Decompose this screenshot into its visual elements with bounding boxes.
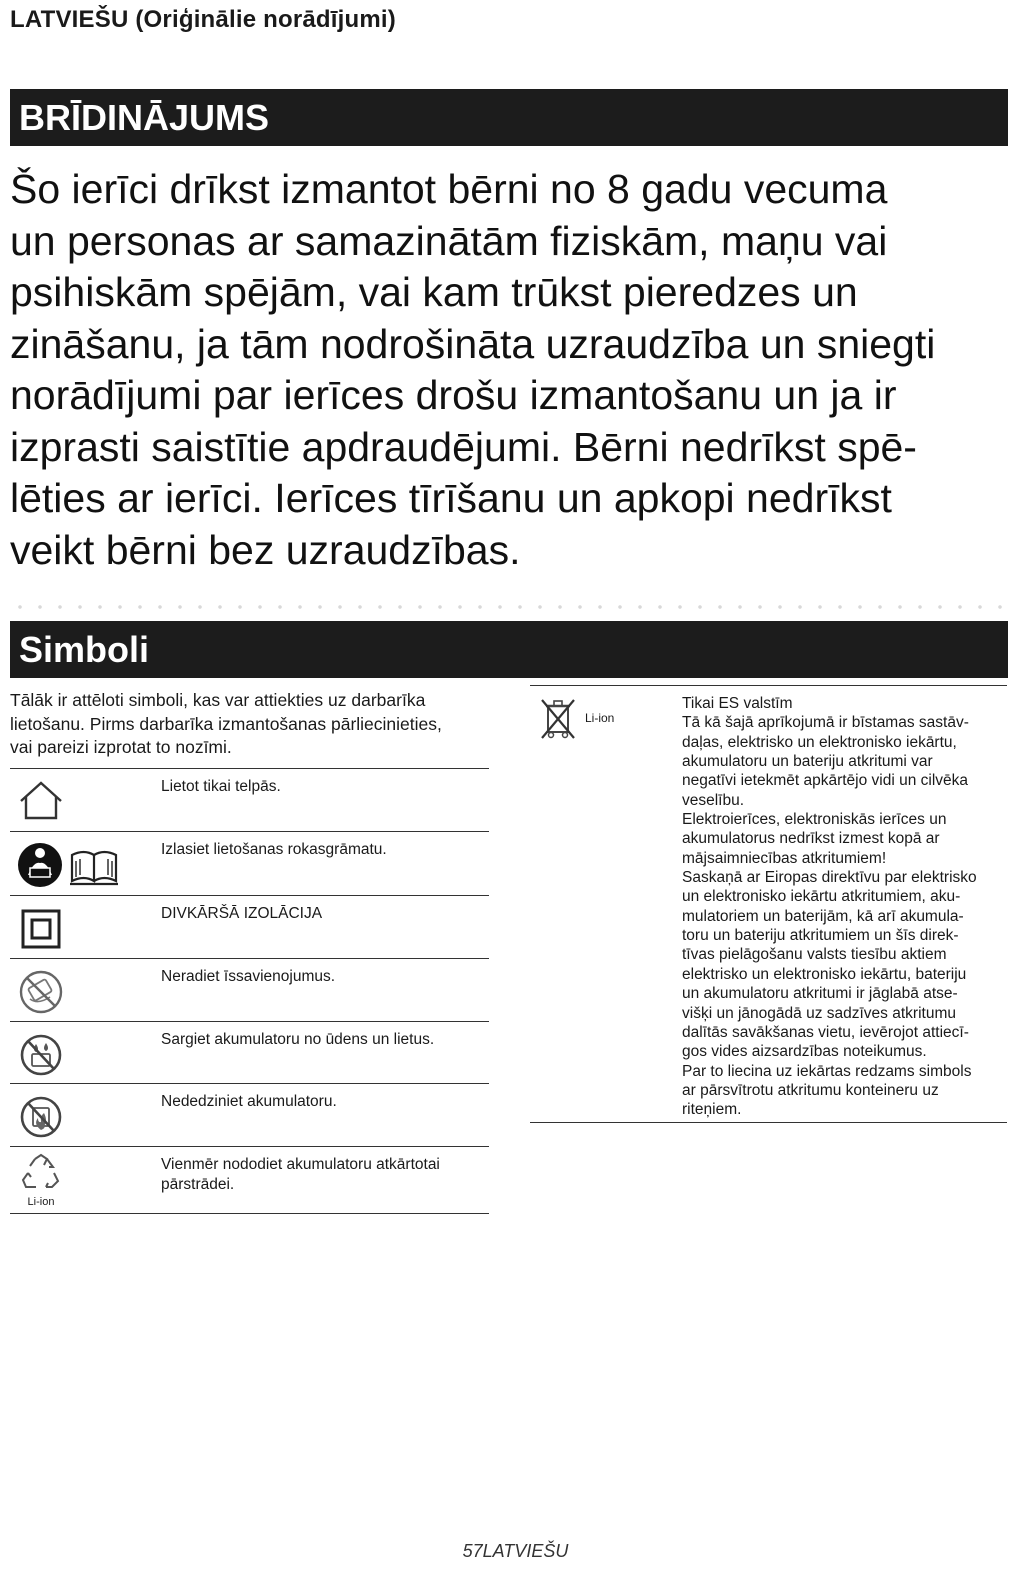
table-row xyxy=(10,895,489,958)
weee-line: negatīvi ietekmēt apkārtējo vidi un cilvēka xyxy=(682,772,969,790)
weee-line: Tikai ES valstīm xyxy=(682,695,793,712)
table-row xyxy=(10,768,489,831)
symbol-description: Nededziniet akumulatoru. xyxy=(161,1093,337,1110)
symbols-table xyxy=(10,768,489,1214)
table-row xyxy=(10,1021,489,1083)
symbols-heading: Simboli xyxy=(10,621,1008,678)
page-footer xyxy=(0,1541,1031,1562)
symbol-description: Lietot tikai telpās. xyxy=(161,778,281,795)
table-row xyxy=(10,1146,489,1214)
warning-line: psihiskām spējām, vai kam trūkst pieredzes un xyxy=(10,269,858,315)
weee-text xyxy=(682,694,1012,1120)
symbol-description: Izlasiet lietošanas rokasgrāmatu. xyxy=(161,841,387,858)
weee-line: akumulatorus nedrīkst izmest kopā ar xyxy=(682,830,940,848)
intro-line: vai pareizi izprotat to nozīmi. xyxy=(10,737,232,757)
no-fire-icon xyxy=(16,1094,66,1145)
weee-line: Elektroierīces, elektroniskās ierīces un xyxy=(682,811,947,829)
weee-line: un akumulatoru atkritumi ir jāglabā atse- xyxy=(682,985,958,1003)
table-row xyxy=(10,958,489,1021)
warning-line: izprasti saistītie apdraudējumi. Bērni nedrīkst spē- xyxy=(10,423,917,470)
page-number: 57 xyxy=(462,1541,483,1561)
recycle-icon xyxy=(16,1153,66,1208)
weee-line: elektrisko un elektronisko iekārtu, bateriju xyxy=(682,965,967,983)
house-icon xyxy=(16,779,66,826)
page-language-header: LATVIEŠU (Oriģinālie norādījumi) xyxy=(10,6,396,33)
weee-line: akumulatoru un bateriju atkritumi var xyxy=(682,753,933,771)
table-row xyxy=(10,1083,489,1146)
weee-icon-label: Li-ion xyxy=(585,711,615,725)
weee-table xyxy=(530,685,1007,1123)
weee-line: Par to liecina uz iekārtas redzams simbols xyxy=(682,1062,972,1080)
weee-line: mulatoriem un baterijām, kā arī akumula- xyxy=(682,907,964,925)
crossed-bin-icon xyxy=(536,696,580,747)
symbols-intro xyxy=(10,689,500,760)
warning-text xyxy=(10,164,1020,576)
weee-line: višķi un jānogādā uz sadzīves atkritumu xyxy=(682,1004,956,1022)
recycle-icon-label: Li-ion xyxy=(27,1196,55,1208)
intro-line: lietošanu. Pirms darbarīka izmantošanas pārliecinieties, xyxy=(10,713,442,734)
symbol-description: Sargiet akumulatoru no ūdens un lietus. xyxy=(161,1031,435,1048)
weee-line: Saskaņā ar Eiropas direktīvu par elektrisko xyxy=(682,869,977,887)
intro-line: Tālāk ir attēloti simboli, kas var attiekties uz darbarīka xyxy=(10,690,426,710)
warning-line: lēties ar ierīci. Ierīces tīrīšanu un apkopi nedrīkst xyxy=(10,475,892,521)
symbol-description: Vienmēr nododiet akumulatoru atkārtotai pārstrādei. xyxy=(161,1156,440,1193)
warning-line: veikt bērni bez uzraudzības. xyxy=(10,526,521,573)
weee-line: mājsaimniecības atkritumiem! xyxy=(682,849,887,867)
weee-line: ar pārsvītrotu atkritumu konteineru uz xyxy=(682,1081,939,1099)
weee-line: tīvas pielāgošanu valsts tiesību aktiem xyxy=(682,946,947,964)
weee-line: toru un bateriju atkritumiem un šīs direk- xyxy=(682,927,959,945)
read-manual-icon xyxy=(16,841,126,894)
weee-line: un elektronisko iekārtu atkritumiem, aku- xyxy=(682,888,961,906)
warning-line: un personas ar samazinātām fiziskām, maņu vai xyxy=(10,217,888,264)
dotted-divider xyxy=(10,604,1008,610)
warning-line: norādījumi par ierīces drošu izmantošanu un ja ir xyxy=(10,372,897,418)
double-insulation-icon xyxy=(16,908,66,957)
warning-line: Šo ierīci drīkst izmantot bērni no 8 gadu vecuma xyxy=(10,166,888,212)
footer-language: LATVIEŠU xyxy=(482,1541,569,1561)
weee-line: veselību. xyxy=(682,791,745,809)
symbol-description: DIVKĀRŠĀ IZOLĀCIJA xyxy=(161,905,323,922)
table-row xyxy=(10,831,489,895)
no-water-icon xyxy=(16,1032,66,1083)
weee-line: riteņiem. xyxy=(682,1101,742,1119)
weee-line: gos vides aizsardzības noteikumus. xyxy=(682,1043,927,1061)
warning-line: zināšanu, ja tām nodrošināta uzraudzība un sniegti xyxy=(10,320,936,367)
warning-heading: BRĪDINĀJUMS xyxy=(10,89,1008,146)
weee-line: Tā kā šajā aprīkojumā ir bīstamas sastāv- xyxy=(682,714,969,732)
weee-line: daļas, elektrisko un elektronisko iekārtu, xyxy=(682,733,957,751)
symbol-description: Neradiet īssavienojumus. xyxy=(161,968,336,985)
weee-line: dalītās savākšanas vietu, ievērojot attiecī- xyxy=(682,1023,969,1041)
no-short-circuit-icon xyxy=(16,969,66,1020)
